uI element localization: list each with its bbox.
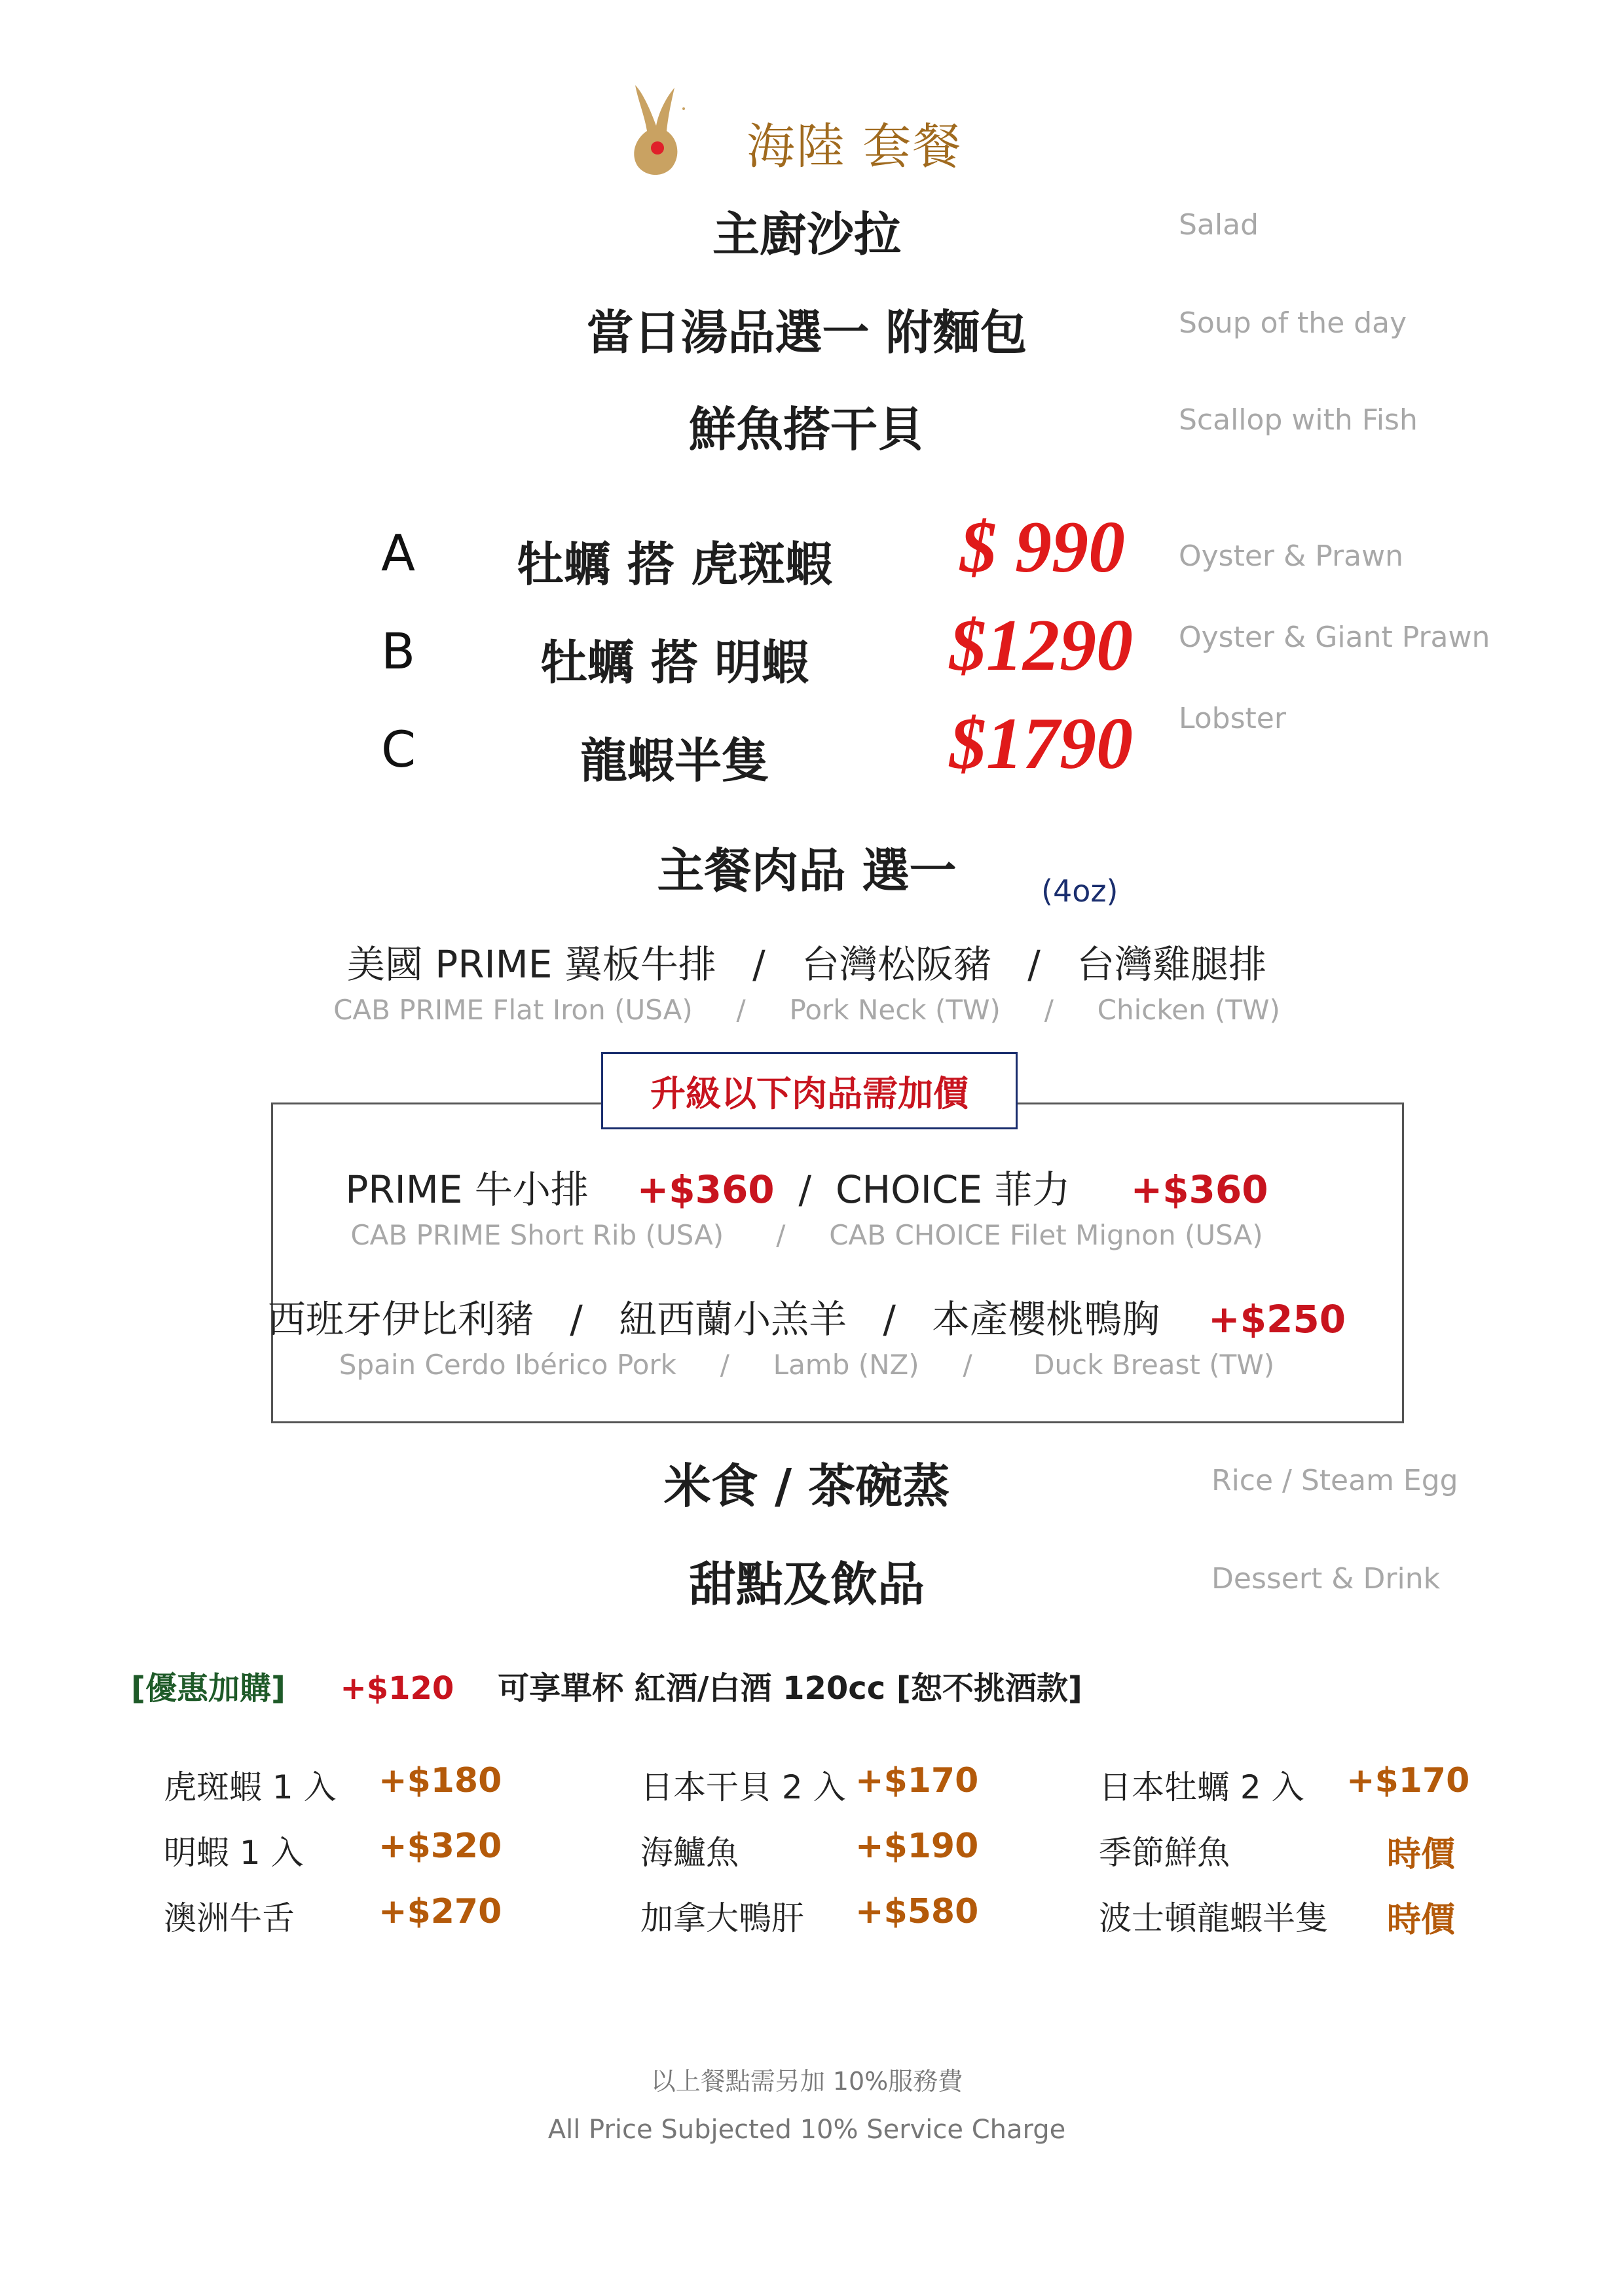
main-meat-options-en bbox=[333, 994, 1280, 1026]
promo-line bbox=[131, 1663, 1082, 1708]
set-a-zh: 牡蠣 搭 虎斑蝦 bbox=[516, 537, 833, 592]
course-dessert-en: Dessert & Drink bbox=[1211, 1562, 1441, 1595]
promo-tag: [優惠加購] bbox=[131, 1670, 286, 1707]
set-b-price: $1290 bbox=[950, 605, 1133, 686]
addon-name: 日本牡蠣 2 入 bbox=[1099, 1768, 1304, 1806]
set-a-letter: A bbox=[381, 524, 415, 582]
addon-name: 明蝦 1 入 bbox=[164, 1834, 304, 1872]
upgrade-row1-en bbox=[350, 1219, 1263, 1251]
separator: / bbox=[732, 1219, 821, 1251]
set-c-letter: C bbox=[381, 720, 416, 778]
addon-price: 時價 bbox=[1387, 1835, 1456, 1874]
addon-name: 日本干貝 2 入 bbox=[640, 1768, 846, 1806]
course-soup-zh: 當日湯品選一 附麵包 bbox=[586, 305, 1027, 360]
upgrade-item-filet: CHOICE 菲力 bbox=[835, 1167, 1071, 1212]
upgrade-item-iberico: 西班牙伊比利豬 bbox=[267, 1297, 534, 1341]
promo-price: +$120 bbox=[340, 1670, 454, 1707]
main-meat-title: 主餐肉品 選一 bbox=[657, 843, 957, 898]
set-b-en: Oyster & Giant Prawn bbox=[1179, 621, 1490, 654]
upgrade-lamb-en: Lamb (NZ) bbox=[773, 1349, 919, 1381]
set-b-zh: 牡蠣 搭 明蝦 bbox=[540, 635, 809, 690]
upgrade-short-rib-en: CAB PRIME Short Rib (USA) bbox=[350, 1219, 724, 1251]
addon-price: 時價 bbox=[1387, 1901, 1456, 1940]
separator: / bbox=[858, 1297, 920, 1341]
set-c-en: Lobster bbox=[1179, 702, 1286, 735]
set-c-price: $1790 bbox=[950, 703, 1133, 784]
upgrade-item-short-rib: PRIME 牛小排 bbox=[345, 1167, 589, 1212]
meat-option-1: 美國 PRIME 翼板牛排 bbox=[346, 942, 716, 987]
course-rice-en: Rice / Steam Egg bbox=[1211, 1464, 1458, 1497]
addon-price: +$170 bbox=[855, 1761, 979, 1800]
meat-option-3: 台灣雞腿排 bbox=[1077, 942, 1267, 987]
menu-title: 海陸 套餐 bbox=[747, 118, 963, 175]
set-a-price: $ 990 bbox=[960, 507, 1125, 588]
addon-price: +$320 bbox=[378, 1827, 502, 1866]
upgrade-row1-zh bbox=[345, 1159, 1268, 1214]
addon-name: 澳洲牛舌 bbox=[164, 1899, 295, 1937]
upgrade-row2-zh bbox=[268, 1288, 1346, 1343]
main-meat-note: (4oz) bbox=[1041, 873, 1118, 909]
upgrade-item-duck: 本產櫻桃鴨胸 bbox=[932, 1297, 1160, 1341]
upgrade-price-short-rib: +$360 bbox=[637, 1167, 775, 1212]
addon-name: 虎斑蝦 1 入 bbox=[164, 1768, 337, 1806]
upgrade-filet-en: CAB CHOICE Filet Mignon (USA) bbox=[829, 1219, 1263, 1251]
set-a-en: Oyster & Prawn bbox=[1179, 539, 1403, 573]
addon-name: 季節鮮魚 bbox=[1099, 1834, 1230, 1872]
footer-zh: 以上餐點需另加 10%服務費 bbox=[650, 2067, 963, 2096]
course-soup-en: Soup of the day bbox=[1179, 306, 1407, 340]
upgrade-price-filet: +$360 bbox=[1130, 1167, 1268, 1212]
rabbit-logo-icon bbox=[621, 79, 692, 177]
course-fish-zh: 鮮魚搭干貝 bbox=[688, 402, 925, 457]
separator: / bbox=[786, 1167, 824, 1212]
course-salad-zh: 主廚沙拉 bbox=[712, 207, 902, 262]
promo-text: 可享單杯 紅酒/白酒 120cc [恕不挑酒款] bbox=[498, 1670, 1082, 1707]
meat-option-1-en: CAB PRIME Flat Iron (USA) bbox=[333, 994, 693, 1026]
addon-name: 海鱸魚 bbox=[640, 1834, 739, 1872]
footer-en: All Price Subjected 10% Service Charge bbox=[547, 2115, 1066, 2145]
addon-price: +$180 bbox=[378, 1761, 502, 1800]
separator: / bbox=[928, 1349, 1025, 1381]
meat-option-2-en: Pork Neck (TW) bbox=[789, 994, 1001, 1026]
course-dessert-zh: 甜點及飲品 bbox=[688, 1557, 925, 1612]
course-rice-zh: 米食 / 茶碗蒸 bbox=[663, 1459, 950, 1514]
meat-option-3-en: Chicken (TW) bbox=[1097, 994, 1280, 1026]
upgrade-label: 升級以下肉品需加價 bbox=[601, 1052, 1018, 1129]
main-meat-options-zh bbox=[347, 934, 1266, 989]
upgrade-price-row2: +$250 bbox=[1208, 1297, 1346, 1341]
meat-option-2: 台灣松阪豬 bbox=[801, 942, 991, 987]
set-c-zh: 龍蝦半隻 bbox=[580, 733, 769, 788]
separator: / bbox=[685, 1349, 765, 1381]
separator: / bbox=[701, 994, 781, 1026]
separator: / bbox=[728, 942, 790, 987]
upgrade-item-lamb: 紐西蘭小羔羊 bbox=[619, 1297, 847, 1341]
addon-price: +$190 bbox=[855, 1827, 979, 1866]
separator: / bbox=[545, 1297, 607, 1341]
course-fish-en: Scallop with Fish bbox=[1179, 403, 1418, 437]
upgrade-duck-en: Duck Breast (TW) bbox=[1033, 1349, 1275, 1381]
addon-price: +$170 bbox=[1346, 1761, 1470, 1800]
addon-price: +$270 bbox=[378, 1892, 502, 1931]
upgrade-iberico-en: Spain Cerdo Ibérico Pork bbox=[339, 1349, 676, 1381]
logo bbox=[621, 79, 692, 177]
addon-name: 波士頓龍蝦半隻 bbox=[1099, 1899, 1328, 1937]
course-salad-en: Salad bbox=[1179, 208, 1259, 242]
addon-price: +$580 bbox=[855, 1892, 979, 1931]
upgrade-row2-en bbox=[339, 1349, 1274, 1381]
addon-name: 加拿大鴨肝 bbox=[640, 1899, 804, 1937]
set-b-letter: B bbox=[381, 622, 416, 680]
separator: / bbox=[1009, 994, 1089, 1026]
separator: / bbox=[1003, 942, 1065, 987]
